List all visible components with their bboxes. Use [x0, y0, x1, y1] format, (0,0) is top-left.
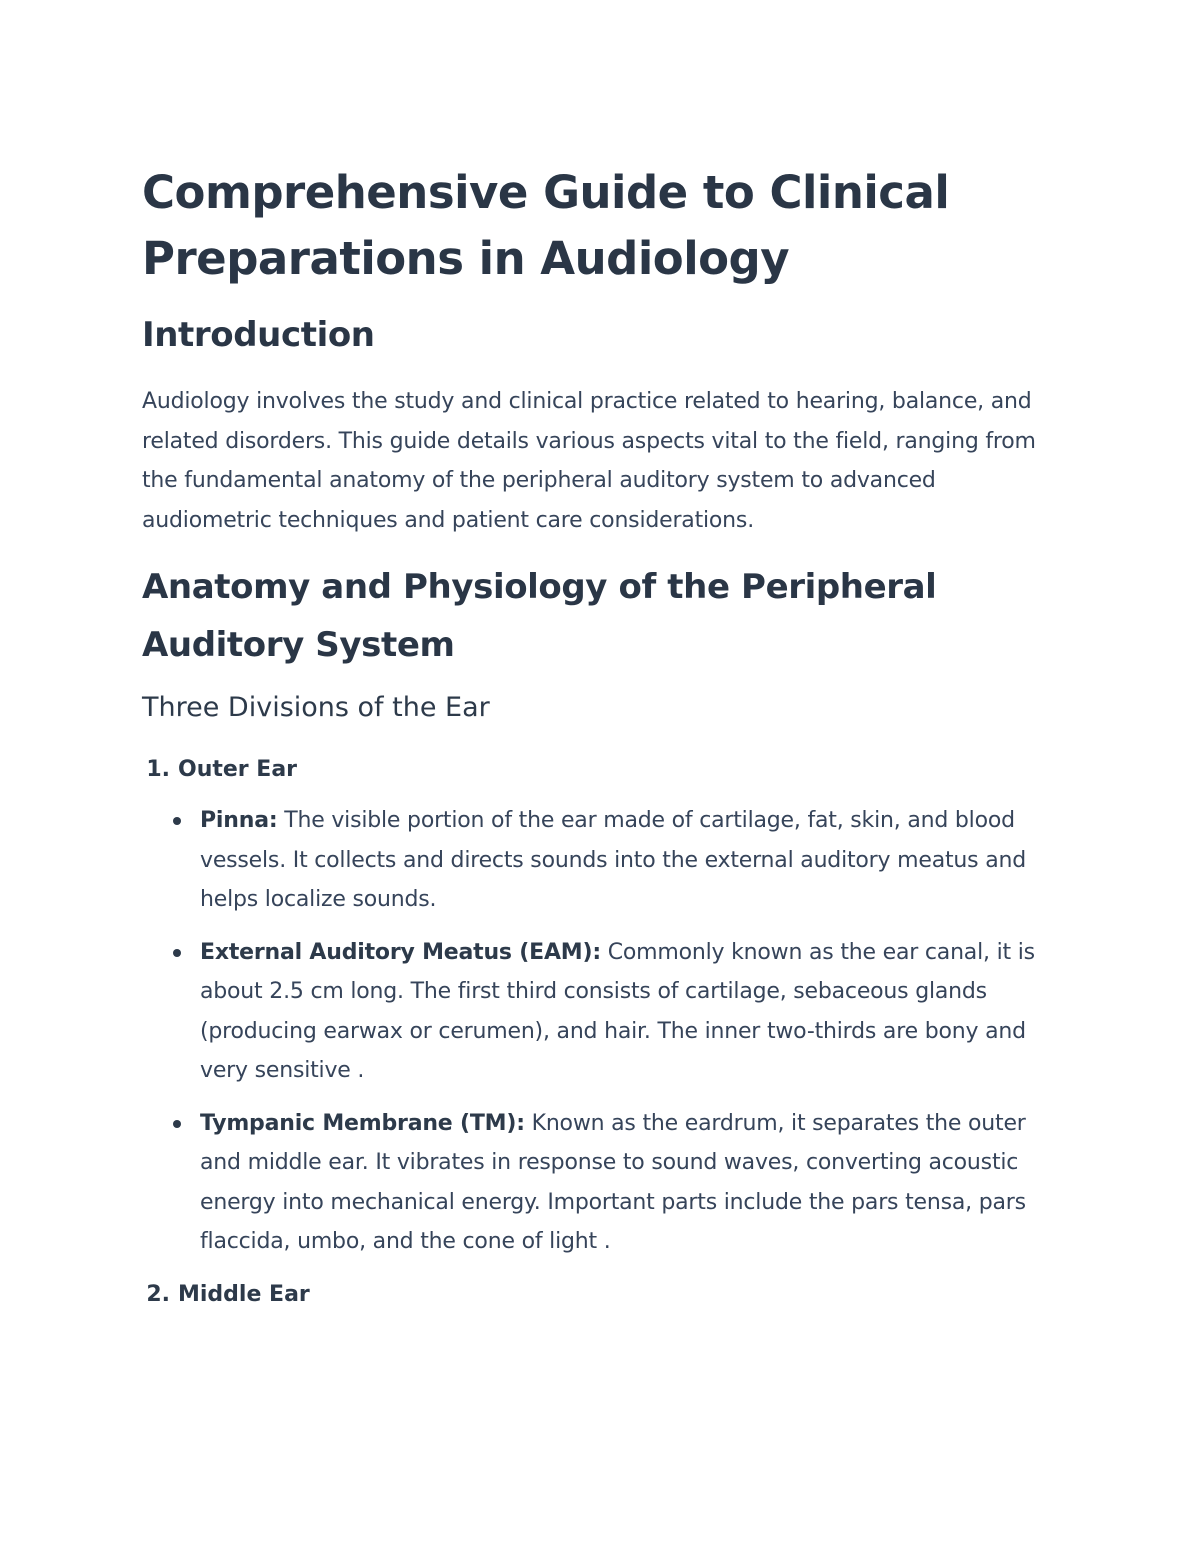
division-middle-ear	[142, 1275, 1072, 1314]
anatomy-heading: Anatomy and Physiology of the Peripheral Auditory System	[142, 567, 937, 665]
document-page	[142, 160, 1072, 1314]
introduction-paragraph: Audiology involves the study and clinical practice related to hearing, balance, and related disorders. This guide details various aspects vital to the field, ranging from the fundamental anatomy of the peripheral auditory system to advanced audiometric techniques and patient care considerations.	[142, 389, 1036, 533]
bullet-icon	[173, 949, 181, 957]
term-tympanic-membrane: Tympanic Membrane (TM):	[200, 1110, 525, 1136]
list-item-eam	[142, 933, 1072, 1091]
description-eam: Commonly known as the ear canal, it is about 2.5 cm long. The first third consists of cartilage, sebaceous glands (producing earwax or cerumen), and hair. The inner two-thirds are bony and very sensitive .	[200, 939, 1035, 1083]
division-outer-ear	[142, 750, 1072, 789]
division-number: 2.	[146, 1281, 170, 1307]
list-item-tympanic-membrane	[142, 1104, 1072, 1262]
division-label: Outer Ear	[178, 757, 298, 782]
division-label: Middle Ear	[178, 1281, 310, 1307]
introduction-heading: Introduction	[142, 315, 375, 355]
description-tympanic-membrane: Known as the eardrum, it separates the outer and middle ear. It vibrates in response to sound waves, converting acoustic energy into mechanical energy. Important parts include the pars tensa, pars flaccida, umbo, and the cone of light .	[200, 1110, 1026, 1254]
term-pinna: Pinna:	[200, 808, 278, 833]
term-eam: External Auditory Meatus (EAM):	[200, 939, 601, 965]
divisions-heading: Three Divisions of the Ear	[142, 692, 490, 723]
document-title: Comprehensive Guide to Clinical Preparations in Audiology	[142, 166, 950, 285]
bullet-icon	[173, 1120, 181, 1128]
division-number: 1.	[146, 757, 170, 782]
description-pinna: The visible portion of the ear made of cartilage, fat, skin, and blood vessels. It collects and directs sounds into the external auditory meatus and helps localize sounds.	[200, 808, 1026, 912]
bullet-icon	[173, 817, 181, 825]
list-item-pinna	[142, 801, 1072, 920]
outer-ear-list	[142, 801, 1072, 1262]
